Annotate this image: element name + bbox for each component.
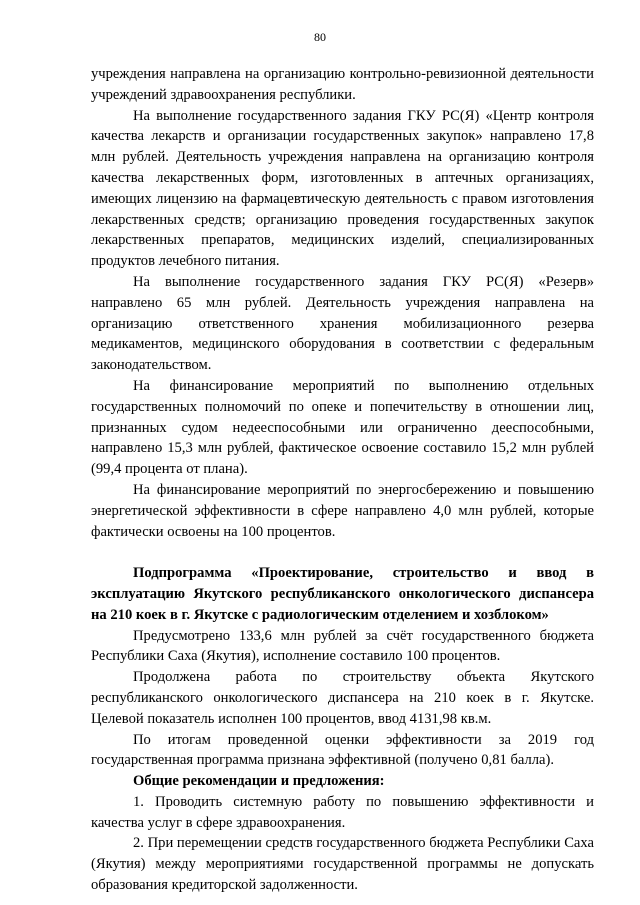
- page-number: 80: [314, 30, 326, 44]
- document-body: [91, 64, 594, 896]
- paragraph: Продолжена работа по строительству объекта Якутского республиканского онкологического диспансера на 210 коек в г. Якутске. Целевой показатель исполнен 100 процентов, ввод 4131,98 кв.м.: [91, 669, 594, 727]
- section-spacer: [91, 542, 594, 563]
- paragraph: На выполнение государственного задания ГКУ РС(Я) «Резерв» направлено 65 млн рублей. Деятельность учреждения направлена на организацию ответственного хранения мобилизационного резерва медикаментов, медицинского оборудования в соответствии с федеральным законодательством.: [91, 273, 594, 374]
- recommendation-item: 2. При перемещении средств государственного бюджета Республики Саха (Якутия) между мероприятиями государственной программы не допускать образования кредиторской задолженности.: [91, 835, 594, 894]
- recommendations-heading: Общие рекомендации и предложения:: [133, 773, 385, 790]
- paragraph: На финансирование мероприятий по выполнению отдельных государственных полномочий по опеке и попечительству в отношении лиц, признанных судом недееспособными или ограниченно дееспособными, направлено 15,3 млн рублей, фактическое освоение составило 15,2 млн рублей (99,4 процента от плана).: [91, 377, 594, 478]
- recommendation-item: 1. Проводить системную работу по повышению эффективности и качества услуг в сфере здравоохранения.: [91, 793, 594, 831]
- paragraph: На выполнение государственного задания ГКУ РС(Я) «Центр контроля качества лекарств и организации государственных закупок» направлено 17,8 млн рублей. Деятельность учреждения направлена на организацию контроля качества лекарственных форм, изготовленных в аптечных организациях, имеющих лицензию на фармацевтическую деятельность с правом изготовления лекарственных средств; организацию проведения государственных закупок лекарственных препаратов, медицинских изделий, специализированных продуктов лечебного питания.: [91, 107, 594, 270]
- paragraph: На финансирование мероприятий по энергосбережению и повышению энергетической эффективности в сфере направлено 4,0 млн рублей, которые фактически освоены на 100 процентов.: [91, 481, 594, 540]
- paragraph: По итогам проведенной оценки эффективности за 2019 год государственная программа признана эффективной (получено 0,81 балла).: [91, 731, 594, 769]
- subprogram-heading: Подпрограмма «Проектирование, строительство и ввод в эксплуатацию Якутского республиканского онкологического диспансера на 210 коек в г. Якутске с радиологическим отделением и хозблоком»: [91, 565, 594, 623]
- paragraph: Предусмотрено 133,6 млн рублей за счёт государственного бюджета Республики Саха (Якутия), исполнение составило 100 процентов.: [91, 627, 594, 665]
- paragraph: учреждения направлена на организацию контрольно-ревизионной деятельности учреждений здравоохранения республики.: [91, 66, 594, 103]
